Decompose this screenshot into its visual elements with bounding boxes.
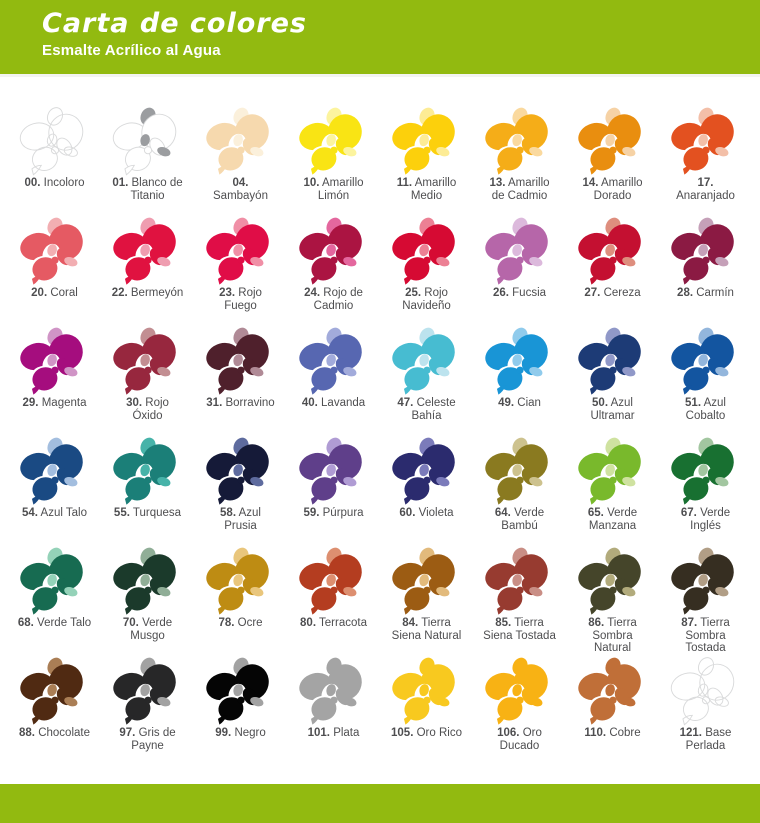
page-subtitle: Esmalte Acrílico al Agua [42,42,221,59]
swatch-number: 85. [495,617,512,629]
swatch-name: Rojo de Cadmio [313,287,363,312]
paint-splat-icon [670,107,742,179]
swatch-label [399,507,453,520]
swatch-86 [566,547,659,657]
swatch-number: 30. [126,397,143,409]
swatch-number: 67. [680,507,697,519]
page-header [0,0,760,74]
swatch-label [483,507,557,532]
swatch-number: 54. [21,507,38,519]
paint-splat-icon [298,437,370,509]
swatch-31 [194,327,287,437]
swatch-number: 78. [218,617,235,629]
paint-splat-icon [112,107,184,179]
paint-splat-icon [391,547,463,619]
swatch-name: Gris de Payne [131,727,176,752]
swatch-name: Chocolate [38,727,90,739]
swatch-label [111,177,185,202]
swatch-name: Azul Cobalto [685,397,726,422]
paint-splat-icon [484,107,556,179]
swatch-number: 17. [697,177,714,189]
swatch-14 [566,107,659,217]
swatch-55 [101,437,194,547]
swatch-name: Negro [234,727,266,739]
swatch-name: Oro Rico [416,727,462,739]
swatch-name: Coral [50,287,78,299]
swatch-number: 27. [584,287,601,299]
swatch-label [576,397,650,422]
page-footer [0,784,760,823]
swatch-number: 22. [111,287,128,299]
paint-splat-icon [19,107,91,179]
swatch-number: 84. [402,617,419,629]
swatch-number: 47. [397,397,414,409]
swatch-23 [194,217,287,327]
swatch-65 [566,437,659,547]
swatch-label [483,727,557,752]
swatch-name: Plata [333,727,360,739]
swatch-name: Verde Talo [37,617,92,629]
swatch-label [297,177,371,202]
swatch-40 [287,327,380,437]
swatch-label [669,617,743,655]
swatch-label [204,507,278,532]
paint-splat-icon [298,217,370,289]
swatch-number: 13. [489,177,506,189]
paint-splat-icon [112,547,184,619]
paint-splat-icon [484,327,556,399]
swatch-number: 01. [112,177,129,189]
swatch-name: Violeta [418,507,454,519]
swatch-label [302,397,365,410]
swatch-label [677,287,734,300]
swatch-51 [659,327,752,437]
swatch-88 [8,657,101,767]
swatch-label [669,177,743,202]
paint-splat-icon [670,217,742,289]
swatch-04 [194,107,287,217]
swatch-label [303,507,363,520]
swatch-number: 80. [300,617,317,629]
swatch-number: 11. [396,177,413,189]
paint-splat-icon [205,657,277,729]
swatch-label [498,397,541,410]
swatch-label [206,397,274,410]
paint-splat-icon [298,327,370,399]
swatch-22 [101,217,194,327]
swatch-label [111,617,185,642]
swatch-label [391,727,462,740]
swatch-label [483,617,557,642]
swatch-number: 50. [592,397,609,409]
swatch-label [669,727,743,752]
swatch-label [111,397,185,422]
swatch-label [23,397,87,410]
swatch-number: 51. [685,397,702,409]
swatch-number: 86. [588,617,605,629]
swatch-name: Ocre [237,617,263,629]
swatch-number: 10. [303,177,320,189]
swatch-47 [380,327,473,437]
swatch-17 [659,107,752,217]
swatch-name: Turquesa [132,507,182,519]
swatch-label [390,287,464,312]
paint-splat-icon [112,327,184,399]
paint-splat-icon [112,217,184,289]
swatch-label [31,287,78,300]
swatch-name: Tierra Siena Tostada [483,617,556,642]
swatch-name: Lavanda [321,397,366,409]
swatch-name: Verde Bambú [501,507,545,532]
swatch-30 [101,327,194,437]
swatch-label [297,287,371,312]
swatch-28 [659,217,752,327]
swatch-label [483,177,557,202]
paint-splat-icon [577,107,649,179]
swatch-number: 105. [391,727,414,739]
paint-splat-icon [205,327,277,399]
paint-splat-icon [298,107,370,179]
swatch-label [576,507,650,532]
swatch-label [204,287,278,312]
swatch-number: 24. [304,287,321,299]
paint-splat-icon [391,327,463,399]
paint-splat-icon [670,657,742,729]
swatch-name: Púrpura [322,507,364,519]
swatch-106 [473,657,566,767]
swatch-number: 25. [405,287,422,299]
swatch-name: Magenta [41,397,87,409]
swatch-number: 106. [497,727,520,739]
paint-splat-icon [577,547,649,619]
swatch-number: 58. [220,507,237,519]
color-grid [0,77,760,767]
swatch-number: 31. [206,397,223,409]
swatch-105 [380,657,473,767]
swatch-label [218,617,262,630]
swatch-name: Tierra Sombra Tostada [685,617,730,654]
paint-splat-icon [484,547,556,619]
swatch-label [24,177,84,190]
swatch-number: 68. [17,617,34,629]
swatch-number: 49. [498,397,515,409]
swatch-00 [8,107,101,217]
swatch-110 [566,657,659,767]
swatch-label [390,397,464,422]
swatch-name: Carmín [696,287,734,299]
swatch-64 [473,437,566,547]
swatch-number: 88. [19,727,35,739]
swatch-name: Verde Musgo [130,617,173,642]
swatch-59 [287,437,380,547]
paint-splat-icon [298,547,370,619]
swatch-85 [473,547,566,657]
swatch-name: Anaranjado [676,189,735,202]
swatch-29 [8,327,101,437]
paint-splat-icon [391,437,463,509]
swatch-name: Cereza [603,287,641,299]
swatch-50 [566,327,659,437]
swatch-name: Azul Prusia [224,507,261,532]
swatch-84 [380,547,473,657]
swatch-name: Azul Talo [40,507,88,519]
swatch-25 [380,217,473,327]
swatch-number: 97. [119,727,136,739]
swatch-58 [194,437,287,547]
swatch-name: Rojo Fuego [224,287,262,312]
swatch-number: 04. [232,177,249,189]
swatch-label [493,287,546,300]
swatch-name: Azul Ultramar [590,397,635,422]
paint-splat-icon [205,437,277,509]
swatch-name: Amarillo Medio [410,177,457,202]
swatch-24 [287,217,380,327]
swatch-number: 64. [494,507,511,519]
swatch-number: 14. [582,177,599,189]
swatch-name: Terracota [319,617,367,629]
paint-splat-icon [19,547,91,619]
swatch-label [576,177,650,202]
swatch-70 [101,547,194,657]
swatch-20 [8,217,101,327]
swatch-name: Amarillo Dorado [593,177,643,202]
swatch-label [112,287,184,300]
swatch-97 [101,657,194,767]
swatch-number: 99. [215,727,232,739]
swatch-80 [287,547,380,657]
swatch-121 [659,657,752,767]
paint-splat-icon [19,217,91,289]
swatch-name: Rojo Óxido [132,397,169,422]
swatch-01 [101,107,194,217]
swatch-name: Cobre [609,727,641,739]
swatch-11 [380,107,473,217]
paint-splat-icon [112,657,184,729]
swatch-87 [659,547,752,657]
swatch-label [390,617,464,642]
swatch-label [215,727,266,740]
swatch-label [204,177,278,202]
swatch-label [22,507,87,520]
swatch-name: Sambayón [213,189,268,202]
paint-splat-icon [205,547,277,619]
paint-splat-icon [577,657,649,729]
swatch-13 [473,107,566,217]
paint-splat-icon [484,217,556,289]
paint-splat-icon [577,437,649,509]
swatch-78 [194,547,287,657]
swatch-number: 26. [492,287,509,299]
swatch-number: 65. [587,507,604,519]
paint-splat-icon [484,437,556,509]
paint-splat-icon [577,327,649,399]
paint-splat-icon [112,437,184,509]
swatch-label [576,617,650,655]
swatch-name: Rojo Navideño [402,287,451,312]
swatch-number: 60. [399,507,416,519]
swatch-number: 121. [679,727,702,739]
swatch-99 [194,657,287,767]
swatch-label [584,727,640,740]
paint-splat-icon [205,217,277,289]
swatch-label [669,397,743,422]
swatch-49 [473,327,566,437]
swatch-label [300,617,367,630]
swatch-number: 28. [677,287,694,299]
paint-splat-icon [391,217,463,289]
swatch-26 [473,217,566,327]
swatch-number: 55. [113,507,130,519]
swatch-number: 29. [22,397,39,409]
paint-splat-icon [391,107,463,179]
swatch-name: Amarillo Limón [317,177,364,202]
swatch-label [308,727,360,740]
swatch-67 [659,437,752,547]
swatch-number: 59. [303,507,320,519]
swatch-number: 40. [301,397,318,409]
swatch-number: 20. [31,287,48,299]
swatch-label [669,507,743,532]
paint-splat-icon [19,327,91,399]
swatch-101 [287,657,380,767]
swatch-60 [380,437,473,547]
paint-splat-icon [19,657,91,729]
swatch-10 [287,107,380,217]
swatch-name: Celeste Bahía [411,397,456,422]
swatch-name: Oro Ducado [499,727,542,752]
paint-splat-icon [298,657,370,729]
paint-splat-icon [205,107,277,179]
swatch-number: 110. [584,727,607,739]
swatch-name: Incoloro [43,177,85,189]
swatch-label [19,727,90,740]
paint-splat-icon [670,327,742,399]
paint-splat-icon [670,437,742,509]
page-title: Carta de colores [42,8,307,39]
swatch-name: Verde Inglés [690,507,731,532]
swatch-27 [566,217,659,327]
swatch-name: Borravino [225,397,275,409]
paint-splat-icon [577,217,649,289]
swatch-name: Cian [517,397,541,409]
swatch-name: Blanco de Titanio [130,177,183,202]
swatch-name: Fucsia [512,287,547,299]
swatch-name: Amarillo de Cadmio [491,177,550,202]
paint-splat-icon [670,547,742,619]
swatch-name: Tierra Siena Natural [391,617,462,642]
swatch-label [584,287,640,300]
swatch-68 [8,547,101,657]
swatch-name: Bermeyón [130,287,184,299]
swatch-54 [8,437,101,547]
swatch-number: 87. [681,617,698,629]
paint-splat-icon [391,657,463,729]
swatch-number: 101. [307,727,330,739]
swatch-name: Tierra Sombra Natural [592,617,637,654]
swatch-label [114,507,181,520]
swatch-label [18,617,91,630]
swatch-number: 00. [24,177,41,189]
swatch-label [111,727,185,752]
swatch-number: 23. [219,287,236,299]
swatch-name: Base Perlada [685,727,732,752]
swatch-number: 70. [122,617,139,629]
swatch-name: Verde Manzana [588,507,638,532]
paint-splat-icon [484,657,556,729]
swatch-label [390,177,464,202]
paint-splat-icon [19,437,91,509]
